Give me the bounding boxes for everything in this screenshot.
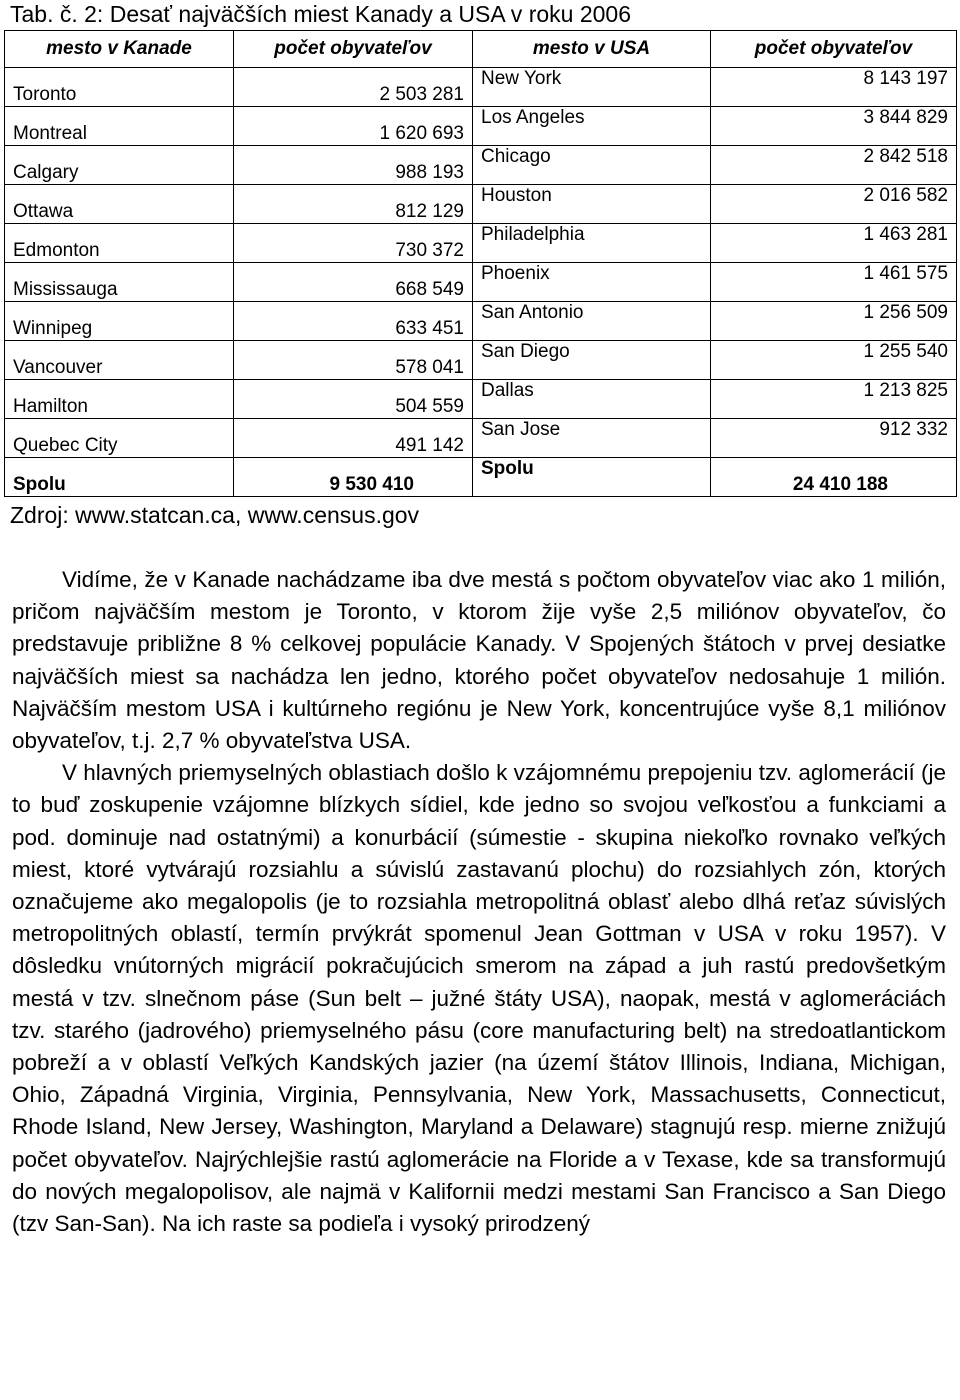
ca-city-cell: Vancouver: [5, 341, 234, 380]
header-ca-pop: počet obyvateľov: [234, 31, 473, 68]
us-city-cell: San Diego: [473, 341, 711, 380]
us-city-cell: Los Angeles: [473, 107, 711, 146]
ca-city-cell: Toronto: [5, 68, 234, 107]
body-text: [12, 564, 946, 1240]
cities-table: [4, 30, 957, 497]
us-pop-cell: 1 255 540: [711, 341, 957, 380]
us-city-cell: Phoenix: [473, 263, 711, 302]
ca-pop-cell: 1 620 693: [234, 107, 473, 146]
us-pop-cell: 1 461 575: [711, 263, 957, 302]
table-row: [5, 224, 957, 263]
ca-city-cell: Ottawa: [5, 185, 234, 224]
us-pop-cell: 1 213 825: [711, 380, 957, 419]
paragraph: Vidíme, že v Kanade nachádzame iba dve mestá s počtom obyvateľov viac ako 1 milión, pričom najväčším mestom je Toronto, v ktorom žije vyše 2,5 miliónov obyvateľov, čo predstavuje približne 8 % celkovej populácie Kanady. V Spojených štátoch v prvej desiatke najväčších miest sa nachádza len jedno, ktorého počet obyvateľov nedosahuje 1 milión. Najväčším mestom USA i kultúrneho regiónu je New York, koncentrujúce vyše 8,1 miliónov obyvateľov, t.j. 2,7 % obyvateľstva USA.: [12, 567, 946, 754]
table-row: [5, 146, 957, 185]
table-row: [5, 419, 957, 458]
header-us-city: mesto v USA: [473, 31, 711, 68]
us-total-label: Spolu: [473, 458, 711, 497]
ca-pop-cell: 633 451: [234, 302, 473, 341]
ca-city-cell: Mississauga: [5, 263, 234, 302]
ca-pop-cell: 988 193: [234, 146, 473, 185]
us-pop-cell: 912 332: [711, 419, 957, 458]
paragraph: V hlavných priemyselných oblastiach došlo k vzájomnému prepojeniu tzv. aglomerácií (je to buď zoskupenie vzájomne blízkych sídiel, kde jedno so svojou veľkosťou a funkciami a pod. dominuje nad ostatnými) a konurbácií (súmestie - skupina niekoľko rovnako veľkých miest, ktoré vytvárajú rozsiahlu a súvislú zastavanú plochu) do rozsiahlych zón, ktorých označujeme ako megalopolis (je to rozsiahla metropolitná oblasť alebo dlhá reťaz súvislých metropolitných oblastí, termín prvýkrát spomenul Jean Gottman v USA v roku 1957). V dôsledku vnútorných migrácií pokračujúcich smerom na západ a juh rastú predovšetkým mestá v tzv. slnečnom páse (Sun belt – južné štáty USA), naopak, mestá v aglomeráciách tzv. starého (jadrového) priemyselného pásu (core manufacturing belt) na stredoatlantickom pobreží a v oblastí Veľkých Kandských jazier (na území štátov Illinois, Indiana, Michigan, Ohio, Západná Virginia, Virginia, Pennsylvania, New York, Massachusetts, Connecticut, Rhode Island, New Jersey, Washington, Maryland a Delaware) stagnujú resp. mierne znižujú počet obyvateľov. Najrýchlejšie rastú aglomerácie na Floride a v Texase, kde sa transformujú do nových megalopolisov, ale najmä v Kalifornii medzi mestami San Francisco a San Diego (tzv San-San). Na ich raste sa podieľa i vysoký prirodzený: [12, 760, 946, 1237]
ca-city-cell: Calgary: [5, 146, 234, 185]
table-header-row: [5, 31, 957, 68]
us-pop-cell: 8 143 197: [711, 68, 957, 107]
us-pop-cell: 1 463 281: [711, 224, 957, 263]
ca-total-label: Spolu: [5, 458, 234, 497]
us-total-value: 24 410 188: [711, 458, 957, 497]
ca-pop-cell: 730 372: [234, 224, 473, 263]
table-row: [5, 380, 957, 419]
table-caption: Tab. č. 2: Desať najväčších miest Kanady a USA v roku 2006: [10, 1, 631, 27]
ca-city-cell: Winnipeg: [5, 302, 234, 341]
ca-pop-cell: 2 503 281: [234, 68, 473, 107]
table-row: [5, 341, 957, 380]
ca-pop-cell: 491 142: [234, 419, 473, 458]
us-city-cell: New York: [473, 68, 711, 107]
us-city-cell: Chicago: [473, 146, 711, 185]
ca-pop-cell: 668 549: [234, 263, 473, 302]
us-city-cell: Houston: [473, 185, 711, 224]
source-note: Zdroj: www.statcan.ca, www.census.gov: [10, 502, 420, 528]
us-city-cell: San Antonio: [473, 302, 711, 341]
table-row: [5, 185, 957, 224]
us-city-cell: Dallas: [473, 380, 711, 419]
ca-city-cell: Montreal: [5, 107, 234, 146]
ca-total-value: 9 530 410: [234, 458, 473, 497]
ca-city-cell: Quebec City: [5, 419, 234, 458]
us-city-cell: Philadelphia: [473, 224, 711, 263]
table-row: [5, 107, 957, 146]
us-pop-cell: 2 016 582: [711, 185, 957, 224]
header-ca-city: mesto v Kanade: [5, 31, 234, 68]
us-city-cell: San Jose: [473, 419, 711, 458]
table-total-row: [5, 458, 957, 497]
table-row: [5, 302, 957, 341]
header-us-pop: počet obyvateľov: [711, 31, 957, 68]
ca-city-cell: Hamilton: [5, 380, 234, 419]
ca-pop-cell: 812 129: [234, 185, 473, 224]
ca-pop-cell: 578 041: [234, 341, 473, 380]
us-pop-cell: 2 842 518: [711, 146, 957, 185]
us-pop-cell: 3 844 829: [711, 107, 957, 146]
table-row: [5, 263, 957, 302]
ca-pop-cell: 504 559: [234, 380, 473, 419]
table-row: [5, 68, 957, 107]
us-pop-cell: 1 256 509: [711, 302, 957, 341]
ca-city-cell: Edmonton: [5, 224, 234, 263]
